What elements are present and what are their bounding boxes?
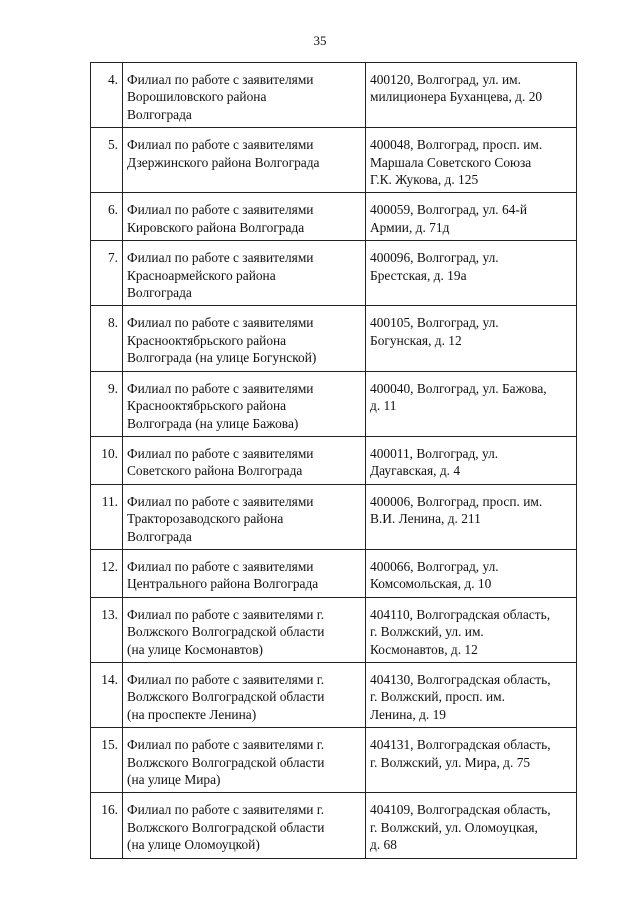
branch-address: 400096, Волгоград, ул. Брестская, д. 19а bbox=[366, 241, 577, 306]
table-row bbox=[91, 128, 577, 193]
branch-address: 400120, Волгоград, ул. им. милиционера Буханцева, д. 20 bbox=[366, 63, 577, 128]
branch-name: Филиал по работе с заявителями Дзержинского района Волгограда bbox=[123, 128, 366, 193]
row-number: 7. bbox=[91, 241, 123, 306]
row-number: 8. bbox=[91, 306, 123, 371]
table-row bbox=[91, 436, 577, 484]
table-row bbox=[91, 549, 577, 597]
branch-name: Филиал по работе с заявителями г. Волжского Волгоградской области (на улице Оломоуцкой) bbox=[123, 793, 366, 858]
branch-name: Филиал по работе с заявителями Центрального района Волгограда bbox=[123, 549, 366, 597]
branch-name: Филиал по работе с заявителями г. Волжского Волгоградской области (на улице Мира) bbox=[123, 728, 366, 793]
branch-name: Филиал по работе с заявителями Краснооктябрьского района Волгограда (на улице Богунской) bbox=[123, 306, 366, 371]
table-row bbox=[91, 306, 577, 371]
table-row bbox=[91, 241, 577, 306]
row-number: 15. bbox=[91, 728, 123, 793]
branches-table-body bbox=[91, 63, 577, 859]
branch-name: Филиал по работе с заявителями Краснооктябрьского района Волгограда (на улице Бажова) bbox=[123, 371, 366, 436]
branch-address: 404130, Волгоградская область, г. Волжский, просп. им. Ленина, д. 19 bbox=[366, 662, 577, 727]
branch-name: Филиал по работе с заявителями г. Волжского Волгоградской области (на проспекте Ленина) bbox=[123, 662, 366, 727]
branch-address: 400006, Волгоград, просп. им. В.И. Ленина, д. 211 bbox=[366, 484, 577, 549]
branch-address: 400105, Волгоград, ул. Богунская, д. 12 bbox=[366, 306, 577, 371]
branch-address: 404131, Волгоградская область, г. Волжский, ул. Мира, д. 75 bbox=[366, 728, 577, 793]
row-number: 13. bbox=[91, 597, 123, 662]
table-row bbox=[91, 793, 577, 858]
table-row bbox=[91, 662, 577, 727]
row-number: 11. bbox=[91, 484, 123, 549]
table-row bbox=[91, 63, 577, 128]
branch-address: 400066, Волгоград, ул. Комсомольская, д. 10 bbox=[366, 549, 577, 597]
branch-name: Филиал по работе с заявителями г. Волжского Волгоградской области (на улице Космонавтов) bbox=[123, 597, 366, 662]
branch-address: 404110, Волгоградская область, г. Волжский, ул. им. Космонавтов, д. 12 bbox=[366, 597, 577, 662]
row-number: 10. bbox=[91, 436, 123, 484]
row-number: 5. bbox=[91, 128, 123, 193]
branch-address: 404109, Волгоградская область, г. Волжский, ул. Оломоуцкая, д. 68 bbox=[366, 793, 577, 858]
row-number: 14. bbox=[91, 662, 123, 727]
branch-address: 400059, Волгоград, ул. 64-й Армии, д. 71д bbox=[366, 193, 577, 241]
row-number: 16. bbox=[91, 793, 123, 858]
table-row bbox=[91, 193, 577, 241]
branch-address: 400040, Волгоград, ул. Бажова, д. 11 bbox=[366, 371, 577, 436]
branch-name: Филиал по работе с заявителями Тракторозаводского района Волгограда bbox=[123, 484, 366, 549]
row-number: 9. bbox=[91, 371, 123, 436]
branch-name: Филиал по работе с заявителями Красноармейского района Волгограда bbox=[123, 241, 366, 306]
branch-name: Филиал по работе с заявителями Советского района Волгограда bbox=[123, 436, 366, 484]
branches-table bbox=[90, 62, 577, 859]
branch-address: 400048, Волгоград, просп. им. Маршала Советского Союза Г.К. Жукова, д. 125 bbox=[366, 128, 577, 193]
row-number: 6. bbox=[91, 193, 123, 241]
branch-name: Филиал по работе с заявителями Ворошиловского района Волгограда bbox=[123, 63, 366, 128]
page-number: 35 bbox=[313, 33, 327, 48]
branch-address: 400011, Волгоград, ул. Даугавская, д. 4 bbox=[366, 436, 577, 484]
table-row bbox=[91, 484, 577, 549]
row-number: 12. bbox=[91, 549, 123, 597]
table-row bbox=[91, 728, 577, 793]
branch-name: Филиал по работе с заявителями Кировского района Волгограда bbox=[123, 193, 366, 241]
table-row bbox=[91, 597, 577, 662]
row-number: 4. bbox=[91, 63, 123, 128]
table-row bbox=[91, 371, 577, 436]
